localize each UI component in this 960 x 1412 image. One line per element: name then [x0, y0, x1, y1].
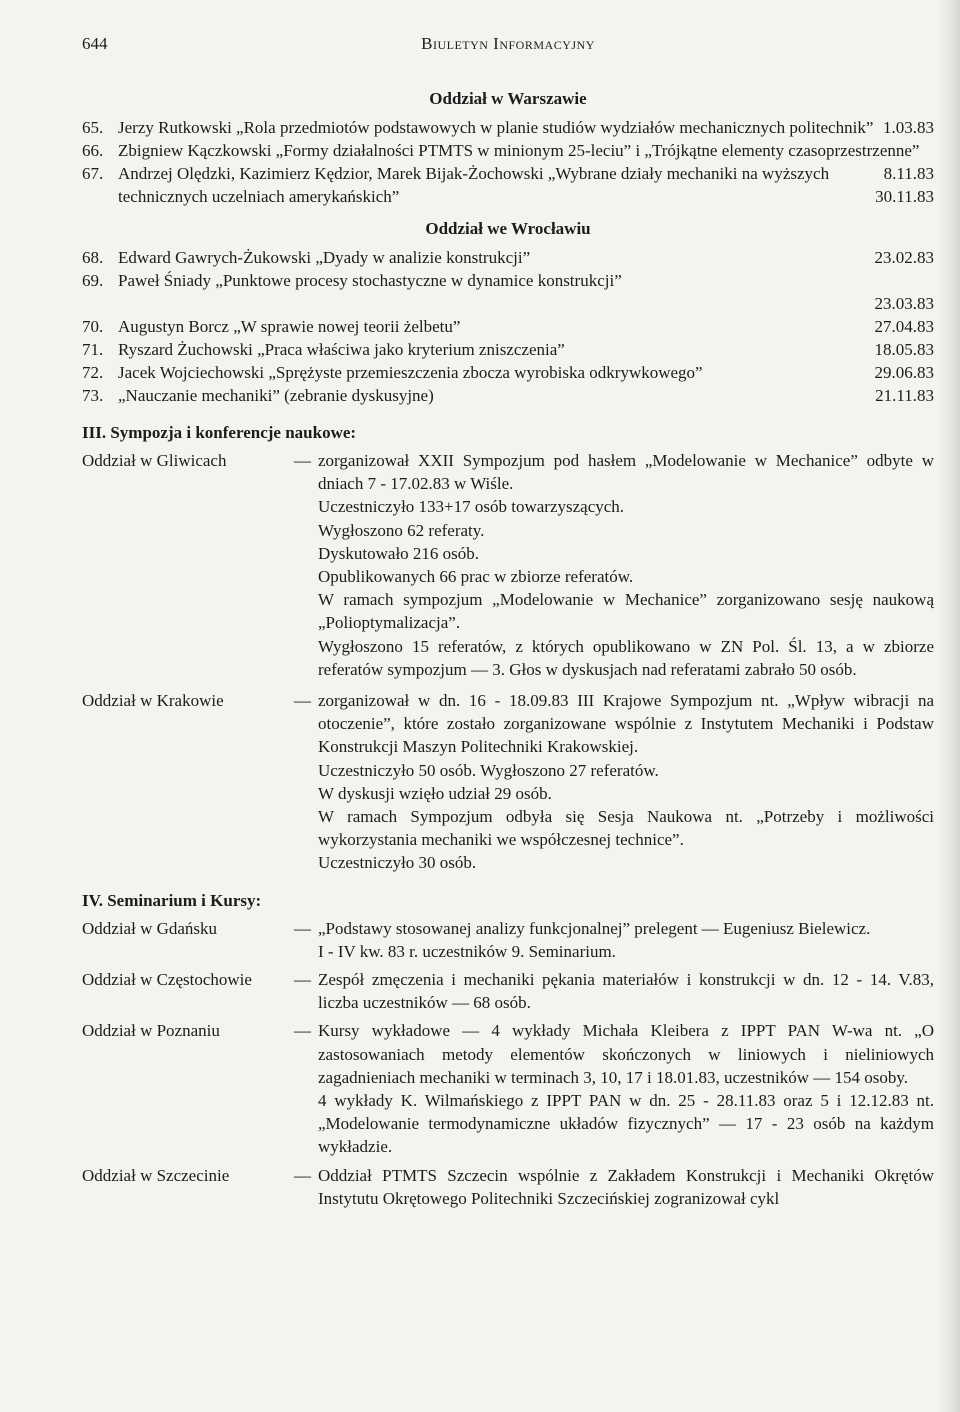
lecture-date: 23.03.83: [874, 294, 934, 313]
detail-line: I - IV kw. 83 r. uczestników 9. Seminarium.: [318, 941, 616, 961]
lecture-date: 18.05.83: [874, 340, 934, 359]
branch-name: Oddział w Szczecinie: [82, 1165, 230, 1185]
lecture-number: 71.: [82, 340, 104, 359]
document-page: [82, 30, 934, 1210]
branch-name: Oddział w Poznaniu: [82, 1021, 220, 1041]
detail-line: W ramach Sympozjum odbyła się Sesja Naukowa nt. „Potrzeby i możliwości wykorzystania mechaniki we współczesnej technice”.: [318, 807, 934, 850]
branch-name: Oddział w Częstochowie: [82, 970, 252, 990]
lecture-date: 23.02.83: [874, 248, 934, 267]
lecture-item: [82, 315, 934, 338]
lecture-date: 30.11.83: [875, 187, 934, 206]
lecture-text: Jerzy Rutkowski „Rola przedmiotów podstawowych w planie studiów wydziałów mechanicznych politechnik” 1.03.83: [118, 118, 934, 137]
branch-details: [318, 449, 934, 681]
branch-details: [318, 1019, 934, 1158]
detail-line: Uczestniczyło 133+17 osób towarzyszących.: [318, 497, 625, 517]
detail-line: zorganizował XXII Sympozjum pod hasłem „Modelowanie w Mechanice” odbyte w dniach 7 - 17.02.83 w Wiśle.: [318, 451, 934, 494]
branch-details: [318, 968, 934, 1014]
dash-separator: —: [294, 970, 311, 990]
lecture-text: Augustyn Borcz „W sprawie nowej teorii żelbetu” 27.04.83: [118, 317, 934, 336]
lecture-number: 65.: [82, 118, 104, 137]
branch-entry: [82, 968, 934, 1014]
detail-line: Wygłoszono 62 referaty.: [318, 520, 485, 540]
detail-line: „Podstawy stosowanej analizy funkcjonalnej” prelegent — Eugeniusz Bielewicz.: [318, 918, 871, 938]
lecture-text: Jacek Wojciechowski „Sprężyste przemieszczenia zbocza wyrobiska odkrywkowego” 29.06.83: [118, 363, 934, 382]
dash-separator: —: [294, 1165, 311, 1185]
detail-line: 4 wykłady K. Wilmańskiego z IPPT PAN w dn. 25 - 28.11.83 oraz 5 i 12.12.83 nt. „Modelowanie termodynamiczne układów fizycznych” — 17 - 23 osób na każdym wykładzie.: [318, 1091, 934, 1157]
detail-line: Wygłoszono 15 referatów, z których opublikowano w ZN Pol. Śl. 13, a w zbiorze referatów sympozjum — 3. Głos w dyskusjach nad referatami zabrało 50 osób.: [318, 636, 934, 679]
lecture-text: Paweł Śniady „Punktowe procesy stochastyczne w dynamice konstrukcji” 23.03.83: [118, 271, 934, 313]
dash-separator: —: [294, 691, 311, 711]
lecture-item: [82, 246, 934, 269]
lecture-number: 67.: [82, 164, 104, 183]
lecture-number: 69.: [82, 271, 104, 290]
lecture-date: 27.04.83: [874, 317, 934, 336]
page-number: 644: [82, 34, 108, 53]
detail-line: Zespół zmęczenia i mechaniki pękania materiałów i konstrukcji w dn. 12 - 14. V.83, liczba uczestników — 68 osób.: [318, 970, 934, 1013]
lecture-text: Andrzej Olędzki, Kazimierz Kędzior, Marek Bijak-Żochowski „Wybrane działy mechaniki na wyższych technicznych uczelniach amerykańskich” 30.11.83: [118, 164, 934, 206]
lecture-number: 73.: [82, 386, 104, 405]
dash-separator: —: [294, 1021, 311, 1041]
branch-entry: [82, 1019, 934, 1158]
detail-line: Dyskutowało 216 osób.: [318, 543, 480, 563]
part-title-seminars: IV. Seminarium i Kursy:: [82, 890, 262, 910]
detail-line: Uczestniczyło 30 osób.: [318, 853, 477, 873]
branch-entry: [82, 449, 934, 681]
branch-entry: [82, 917, 934, 963]
dash-separator: —: [294, 918, 311, 938]
lecture-text: Edward Gawrych-Żukowski „Dyady w analizie konstrukcji” 23.02.83: [118, 248, 934, 267]
lecture-date: 1.03.83: [883, 118, 934, 137]
branch-entry: [82, 1164, 934, 1210]
branch-details: [318, 1164, 934, 1210]
detail-line: W dyskusji wzięło udział 29 osób.: [318, 783, 552, 803]
lecture-date: 29.06.83: [874, 363, 934, 382]
lecture-text: Ryszard Żuchowski „Praca właściwa jako kryterium zniszczenia” 18.05.83: [118, 340, 934, 359]
detail-line: Kursy wykładowe — 4 wykłady Michała Kleibera z IPPT PAN W-wa nt. „O zastosowaniach metody elementów skończonych w liniowych i nieliniowych zagadnieniach mechaniki w terminach 3, 10, 17 i 18.01.83, uczestników — 154 osoby.: [318, 1021, 934, 1087]
detail-line: W ramach sympozjum „Modelowanie w Mechanice” zorganizowano sesję naukową „Polioptymalizacja”.: [318, 590, 934, 633]
lecture-item: [82, 384, 934, 407]
lecture-item: [82, 269, 934, 315]
branch-details: [318, 689, 934, 875]
lecture-number: 66.: [82, 141, 104, 160]
running-title: Biuletyn Informacyjny: [421, 34, 595, 53]
page-header: [82, 30, 934, 60]
lecture-date: 21.11.83: [875, 386, 934, 405]
lecture-item: [82, 116, 934, 139]
lecture-text: Zbigniew Kączkowski „Formy działalności PTMTS w minionym 25-leciu” i „Trójkątne elementy czasoprzestrzenne” 8.11.83: [118, 141, 934, 183]
detail-line: zorganizował w dn. 16 - 18.09.83 III Krajowe Sympozjum nt. „Wpływ wibracji na otoczenie”, które zostało zorganizowane wspólnie z Instytutem Mechaniki i Podstaw Konstrukcji Maszyn Politechniki Krakowskiej.: [318, 691, 934, 757]
branch-name: Oddział w Gliwicach: [82, 451, 227, 470]
branch-details: [318, 917, 934, 963]
section-title-wroclaw: Oddział we Wrocławiu: [425, 219, 591, 238]
lecture-number: 72.: [82, 363, 104, 382]
branch-name: Oddział w Gdańsku: [82, 918, 218, 938]
detail-line: Oddział PTMTS Szczecin wspólnie z Zakładem Konstrukcji i Mechaniki Okrętów Instytutu Okrętowego Politechniki Szczecińskiej zogranizował cykl: [318, 1165, 934, 1208]
lecture-number: 68.: [82, 248, 104, 267]
branch-entry: [82, 689, 934, 875]
lecture-date: 8.11.83: [883, 164, 934, 183]
section-title-warsaw: Oddział w Warszawie: [429, 89, 587, 108]
page-fold-shadow: [938, 0, 960, 1412]
lecture-number: 70.: [82, 317, 104, 336]
detail-line: Uczestniczyło 50 osób. Wygłoszono 27 referatów.: [318, 760, 659, 780]
lecture-item: [82, 361, 934, 384]
dash-separator: —: [294, 451, 311, 470]
detail-line: Opublikowanych 66 prac w zbiorze referatów.: [318, 567, 634, 587]
lecture-item: [82, 338, 934, 361]
lecture-text: „Nauczanie mechaniki” (zebranie dyskusyjne) 21.11.83: [118, 386, 934, 405]
branch-name: Oddział w Krakowie: [82, 691, 224, 711]
lecture-item: [82, 162, 934, 208]
part-title-symposia: III. Sympozja i konferencje naukowe:: [82, 423, 357, 442]
